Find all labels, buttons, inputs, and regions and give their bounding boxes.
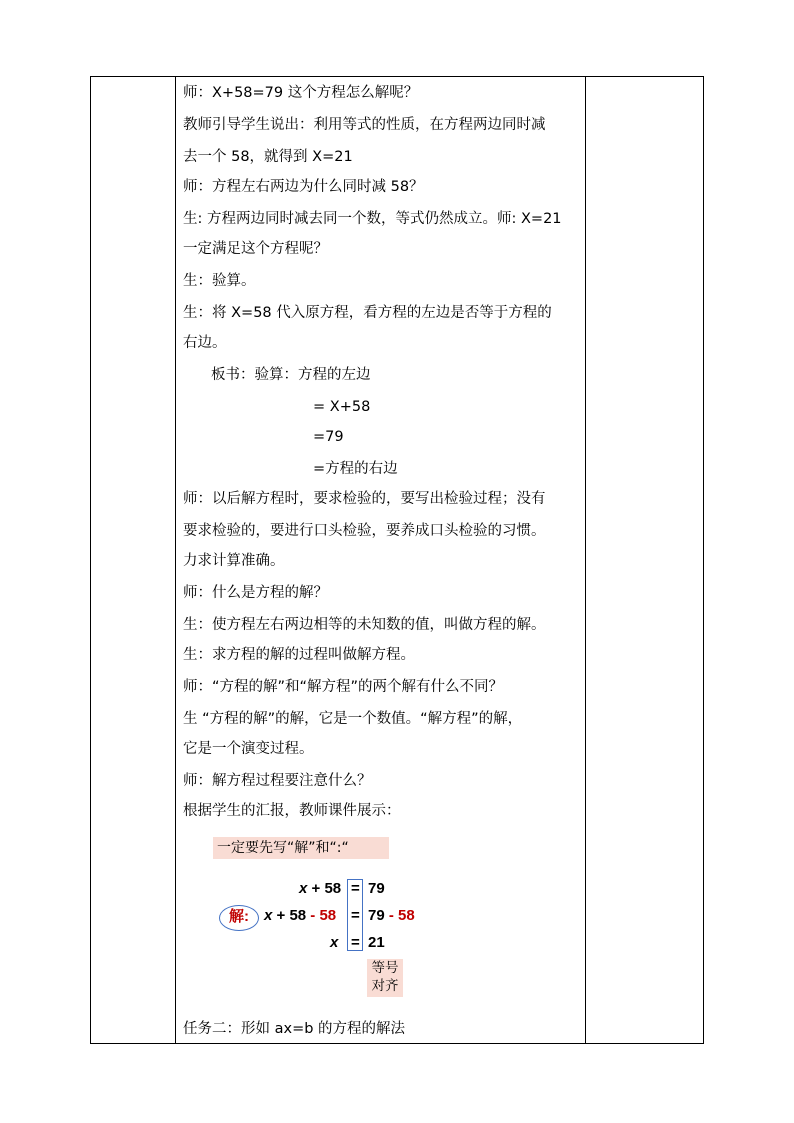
- subtract-term: - 58: [306, 907, 337, 924]
- equals-sign: =: [351, 880, 360, 897]
- variable-x: x: [330, 934, 339, 951]
- check-step: =方程的右边: [313, 461, 398, 477]
- text-line: 教师引导学生说出：利用等式的性质，在方程两边同时减: [183, 117, 546, 133]
- text-line: 根据学生的汇报，教师课件展示：: [183, 803, 401, 819]
- align-note: [367, 959, 403, 997]
- text-line: 生：将 X=58 代入原方程，看方程的左边是否等于方程的: [183, 305, 552, 321]
- text-line: 一定满足这个方程呢？: [183, 241, 328, 257]
- equation-row-2: [264, 906, 336, 926]
- rhs-value: 79: [368, 907, 385, 924]
- equals-sign: =: [351, 907, 360, 924]
- lhs-term: + 58: [307, 880, 342, 897]
- text-line: 师：X+58=79 这个方程怎么解呢？: [183, 85, 419, 101]
- text-line: 生：使方程左右两边相等的未知数的值，叫做方程的解。: [183, 617, 546, 633]
- text-line: 要求检验的，要进行口头检验，要养成口头检验的习惯。: [183, 523, 546, 539]
- text-line: 生：验算。: [183, 273, 256, 289]
- text-line: 它是一个演变过程。: [183, 741, 314, 757]
- lesson-table: [90, 76, 704, 1044]
- text-line: 生：求方程的解的过程叫做解方程。: [183, 647, 415, 663]
- subtract-term: - 58: [384, 907, 415, 924]
- equation-row-3: [330, 933, 338, 953]
- equals-alignment-box: [347, 879, 363, 951]
- task-heading: 任务二：形如 ax=b 的方程的解法: [183, 1021, 406, 1037]
- variable-x: x: [264, 907, 273, 924]
- check-step: =79: [313, 429, 344, 445]
- equation-row-1: [299, 879, 341, 899]
- text-line: 右边。: [183, 335, 227, 351]
- text-line: 生: 方程两边同时减去同一个数，等式仍然成立。师: X=21: [183, 211, 562, 227]
- check-label: 板书：验算：方程的左边: [211, 367, 371, 383]
- lhs-term: + 58: [272, 907, 307, 924]
- lesson-content-cell: [175, 77, 585, 1043]
- align-note-line: 对齐: [371, 978, 399, 994]
- column-divider-right: [585, 77, 586, 1043]
- text-line: 师：以后解方程时，要求检验的，要写出检验过程；没有: [183, 491, 546, 507]
- solution-value: 21: [368, 934, 385, 951]
- text-line: 师：什么是方程的解？: [183, 585, 328, 601]
- slide-banner: 一定要先写“解”和“:“: [213, 837, 389, 859]
- jie-label-oval: 解:: [219, 905, 259, 931]
- align-note-line: 等号: [371, 960, 399, 976]
- text-line: 师：“方程的解”和“解方程”的两个解有什么不同？: [183, 679, 504, 695]
- text-line: 生 “方程的解”的解，它是一个数值。“解方程”的解，: [183, 711, 523, 727]
- check-step: = X+58: [313, 399, 371, 415]
- variable-x: x: [299, 880, 308, 897]
- rhs-expression: [368, 906, 415, 926]
- rhs-value: 79: [368, 880, 385, 897]
- text-line: 师：解方程过程要注意什么？: [183, 773, 372, 789]
- text-line: 去一个 58，就得到 X=21: [183, 149, 353, 165]
- equals-sign: =: [351, 934, 360, 951]
- text-line: 师：方程左右两边为什么同时减 58？: [183, 179, 424, 195]
- text-line: 力求计算准确。: [183, 553, 285, 569]
